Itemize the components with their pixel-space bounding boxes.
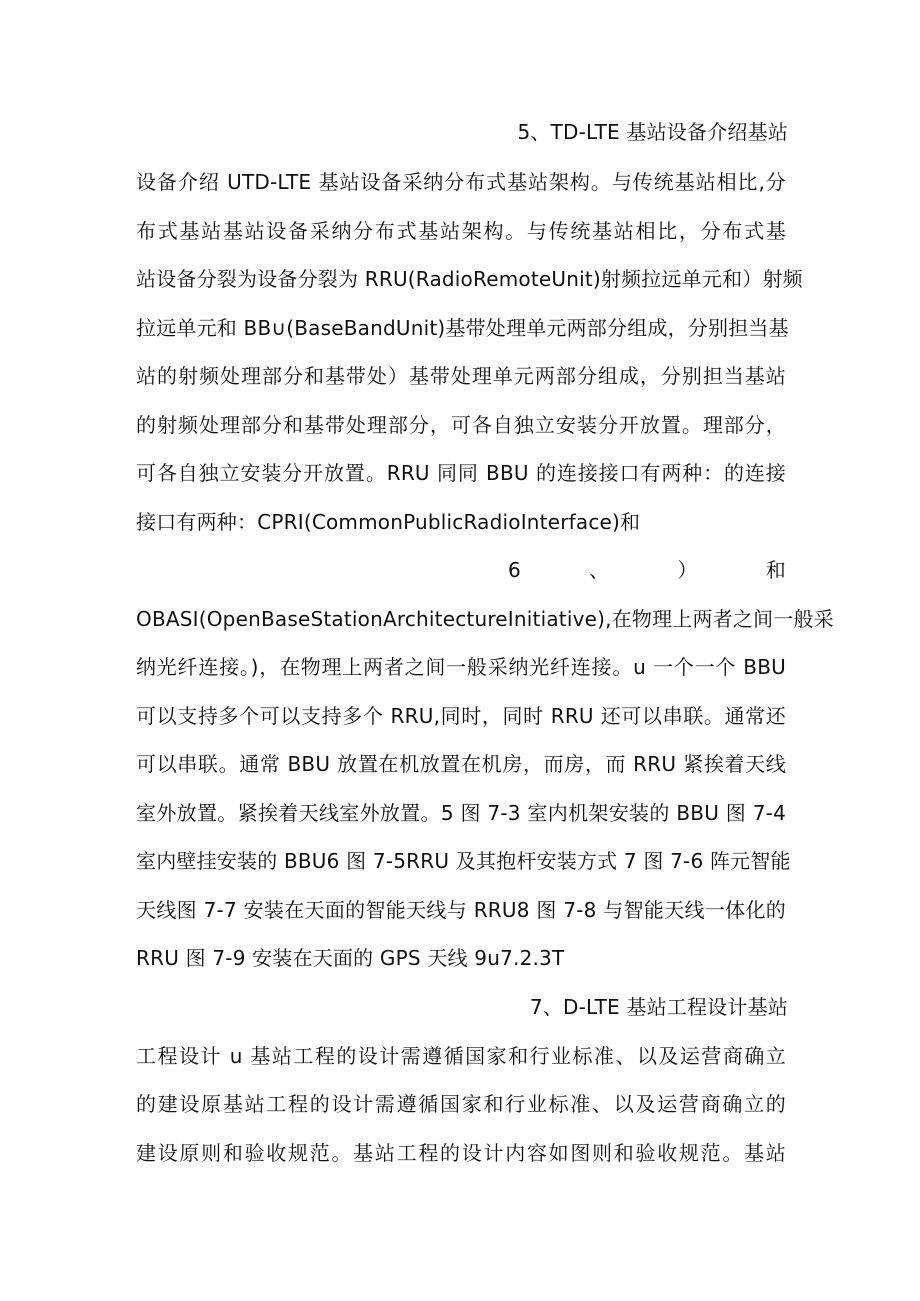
paragraph-line: 建设原则和验收规范。基站工程的设计内容如图则和验收规范。基站 xyxy=(136,1141,786,1165)
paragraph-line: 拉远单元和 BB∪(BaseBandUnit)基带处理单元两部分组成，分别担当基 xyxy=(136,316,789,340)
paragraph-line: 室外放置。紧挨着天线室外放置。5 图 7-3 室内机架安装的 BBU 图 7-4 xyxy=(136,801,786,825)
heading-section-5: 5、TD-LTE 基站设备介绍基站 xyxy=(517,120,788,144)
paragraph-line: 可各自独立安装分开放置。RRU 同同 BBU 的连接接口有两种：的连接 xyxy=(136,461,786,485)
paragraph-line: 站的射频处理部分和基带处）基带处理单元两部分组成，分别担当基站 xyxy=(136,364,786,388)
paragraph-line: 设备介绍 UTD-LTE 基站设备采纳分布式基站架构。与传统基站相比,分 xyxy=(136,170,786,194)
heading-section-7: 7、D-LTE 基站工程设计基站 xyxy=(529,995,788,1019)
spread-line xyxy=(508,554,786,586)
paragraph-line: RRU 图 7-9 安装在天面的 GPS 天线 9u7.2.3T xyxy=(136,946,565,970)
paragraph-line: 站设备分裂为设备分裂为 RRU(RadioRemoteUnit)射频拉远单元和）射频 xyxy=(136,267,803,291)
paragraph-line: 布式基站基站设备采纳分布式基站架构。与传统基站相比，分布式基 xyxy=(136,219,786,243)
paragraph-line: 纳光纤连接。)，在物理上两者之间一般采纳光纤连接。u 一个一个 BBU xyxy=(136,655,786,679)
paragraph-line: 室内壁挂安装的 BBU6 图 7-5RRU 及其抱杆安装方式 7 图 7-6 阵元智能 xyxy=(136,849,791,873)
paragraph-line: 的射频处理部分和基带处理部分，可各自独立安装分开放置。理部分， xyxy=(136,413,786,437)
paragraph-line: 可以支持多个可以支持多个 RRU,同时，同时 RRU 还可以串联。通常还 xyxy=(136,704,786,728)
spread-fragment: 6 xyxy=(508,558,521,582)
paragraph-line: OBASI(OpenBaseStationArchitectureInitiative),在物理上两者之间一般采 xyxy=(136,607,834,631)
paragraph-line: 的建设原基站工程的设计需遵循国家和行业标准、以及运营商确立的 xyxy=(136,1092,786,1116)
paragraph-line: 天线图 7-7 安装在天面的智能天线与 RRU8 图 7-8 与智能天线一体化的 xyxy=(136,898,786,922)
paragraph-line: 可以串联。通常 BBU 放置在机放置在机房，而房，而 RRU 紧挨着天线 xyxy=(136,752,786,776)
spread-fragment: ） xyxy=(677,558,698,582)
spread-fragment: 和 xyxy=(765,558,786,582)
paragraph-line: 工程设计 u 基站工程的设计需遵循国家和行业标准、以及运营商确立 xyxy=(136,1044,786,1068)
spread-fragment: 、 xyxy=(589,558,610,582)
paragraph-line: 接口有两种：CPRI(CommonPublicRadioInterface)和 xyxy=(136,510,641,534)
